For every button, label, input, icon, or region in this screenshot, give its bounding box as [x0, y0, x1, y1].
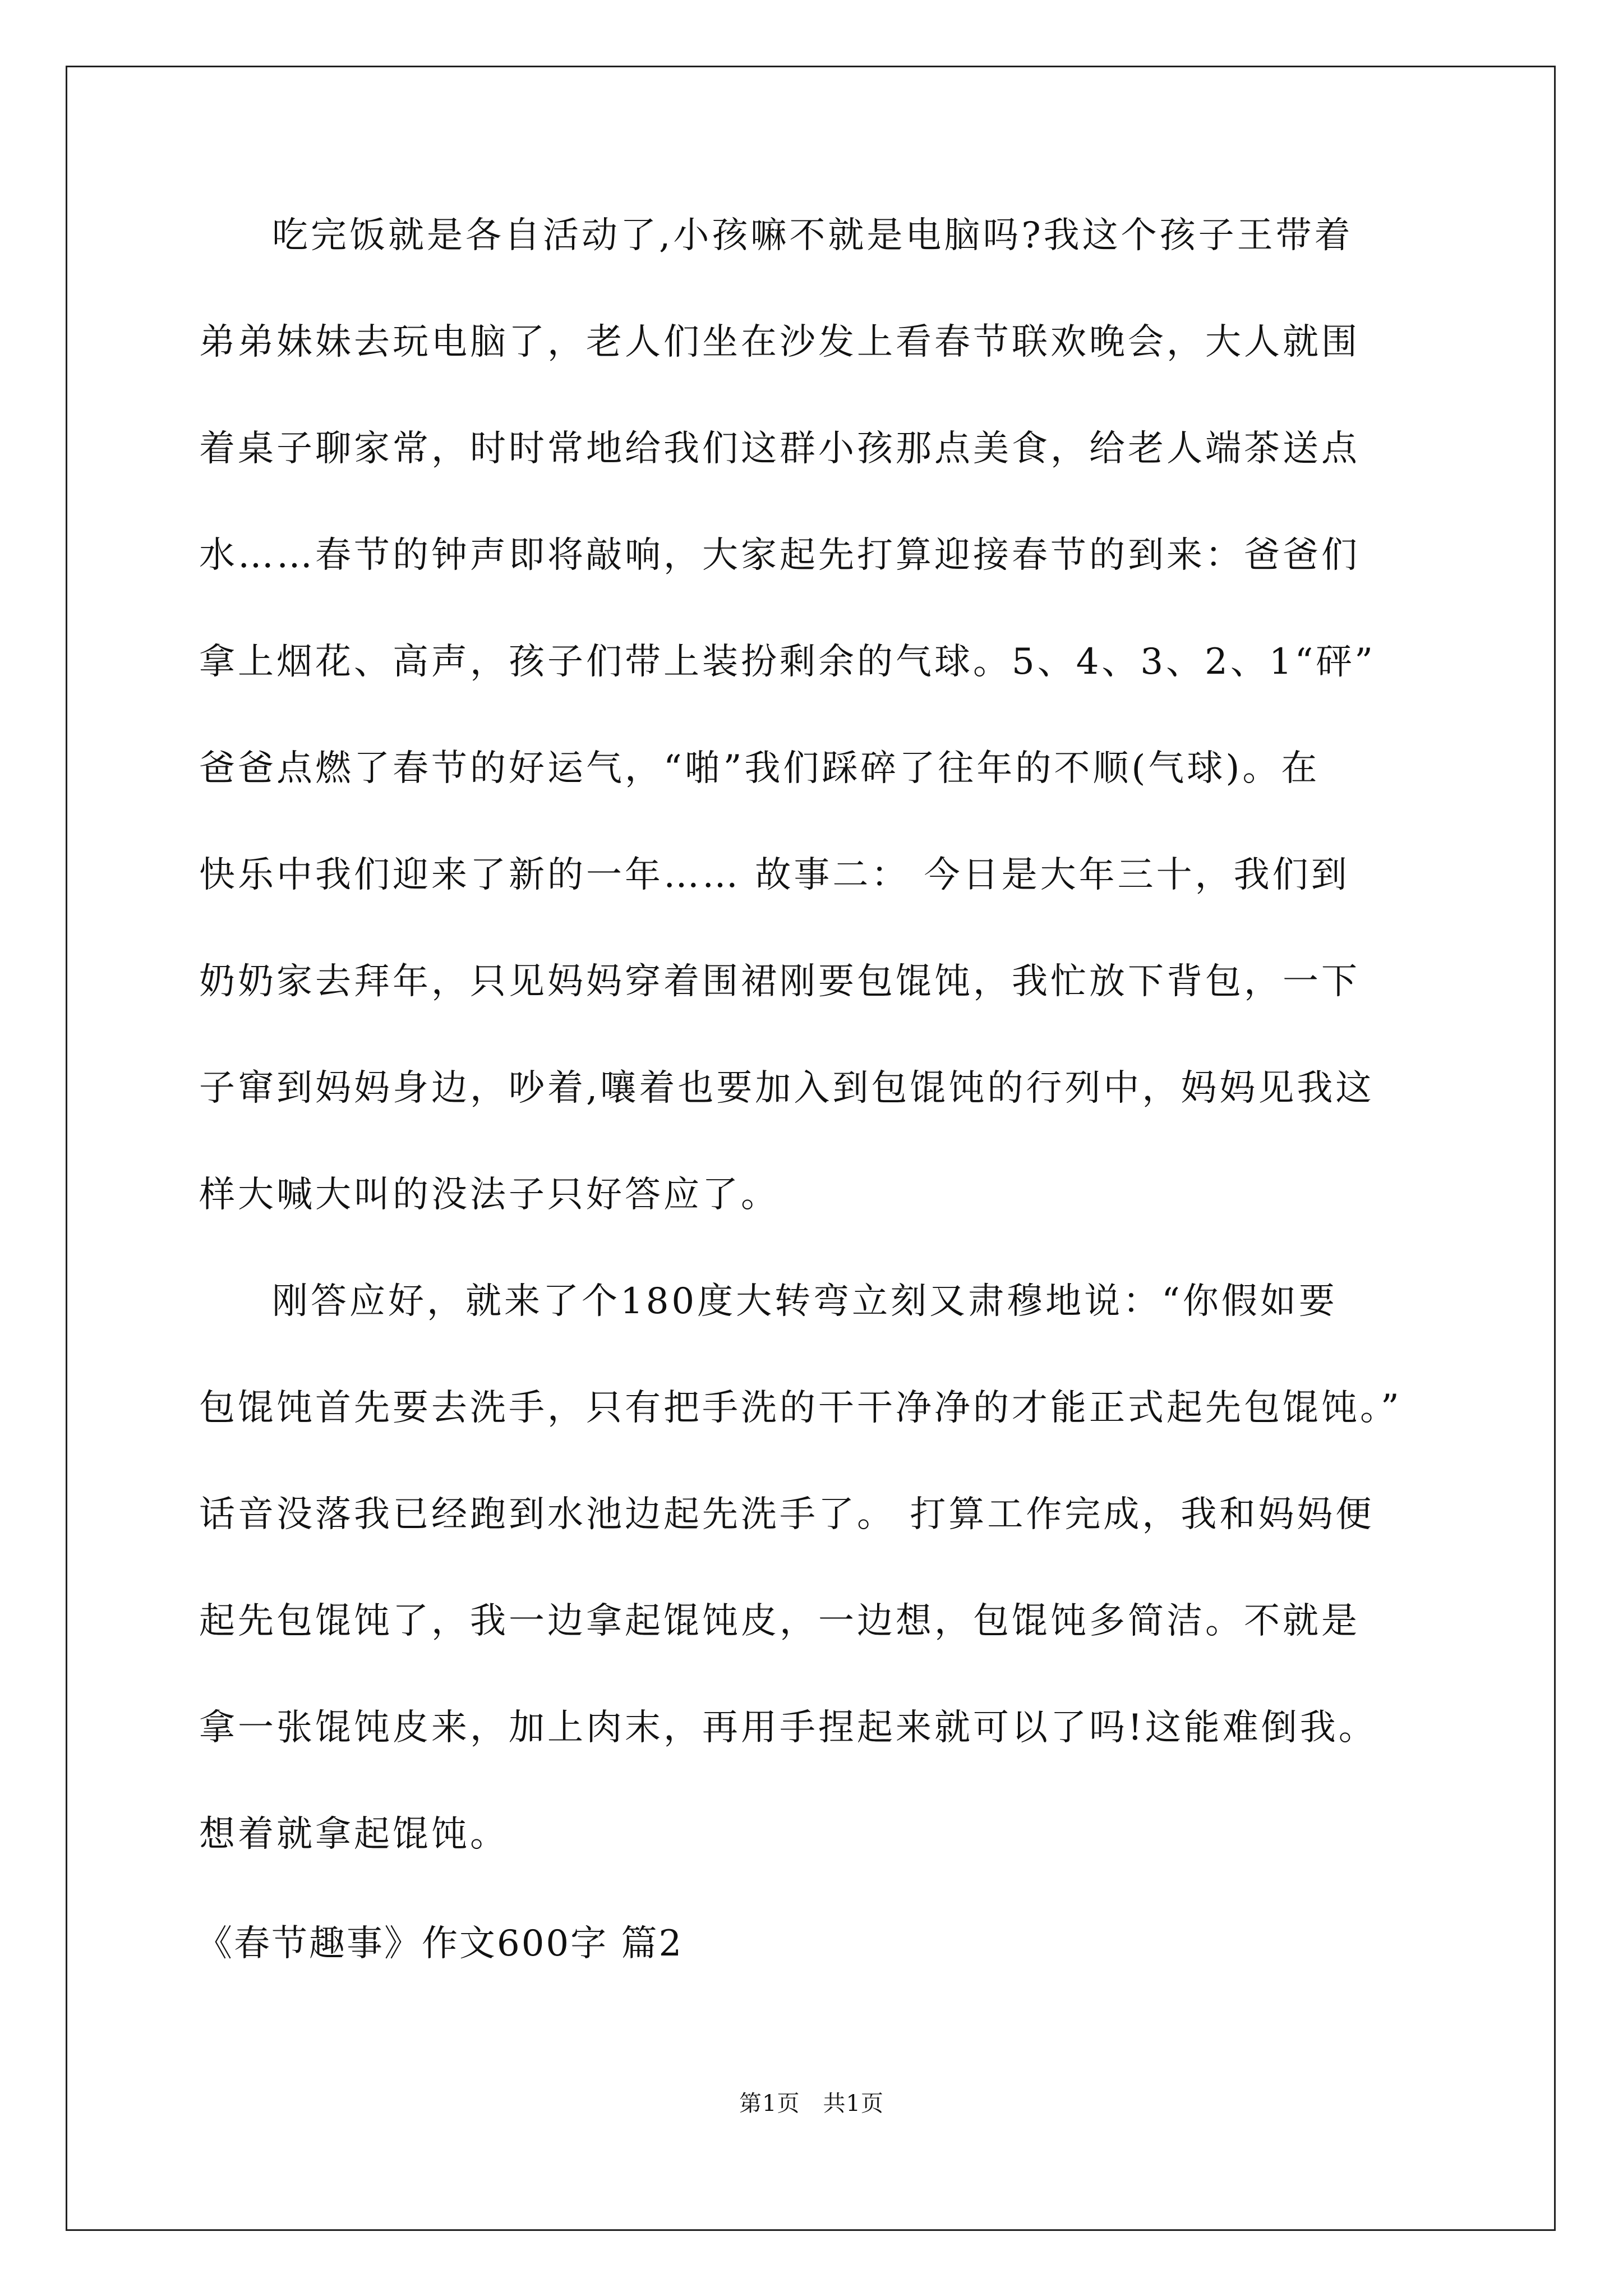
paragraph-1-line: 奶奶家去拜年，只见妈妈穿着围裙刚要包馄饨，我忙放下背包，一下	[199, 961, 1360, 1002]
paragraph-1-line: 快乐中我们迎来了新的一年…… 故事二： 今日是大年三十，我们到	[199, 854, 1350, 896]
paragraph-1-line: 子窜到妈妈身边，吵着,嚷着也要加入到包馄饨的行列中，妈妈见我这	[199, 1068, 1375, 1109]
paragraph-2-line: 刚答应好，就来了个180度大转弯立刻又肃穆地说：“你假如要	[272, 1281, 1338, 1322]
page-number: 第1页 共1页	[739, 2091, 884, 2116]
paragraph-2-line: 包馄饨首先要去洗手，只有把手洗的干干净净的才能正式起先包馄饨。”	[199, 1387, 1402, 1429]
paragraph-1-line: 爸爸点燃了春节的好运气，“啪”我们踩碎了往年的不顺(气球)。在	[199, 748, 1320, 789]
paragraph-2-line: 话音没落我已经跑到水池边起先洗手了。 打算工作完成，我和妈妈便	[199, 1494, 1375, 1535]
paragraph-1-line: 着桌子聊家常，时时常地给我们这群小孩那点美食，给老人端茶送点	[199, 428, 1360, 470]
paragraph-1-line: 样大喊大叫的没法子只好答应了。	[199, 1174, 780, 1216]
section-heading: 《春节趣事》作文600字 篇2	[196, 1923, 684, 1964]
paragraph-1-line: 吃完饭就是各自活动了,小孩嘛不就是电脑吗?我这个孩子王带着	[272, 215, 1353, 256]
paragraph-2-line: 拿一张馄饨皮来，加上肉末，再用手捏起来就可以了吗!这能难倒我。	[199, 1707, 1377, 1749]
page-border	[66, 66, 1556, 2231]
paragraph-1-line: 水……春节的钟声即将敲响，大家起先打算迎接春节的到来：爸爸们	[199, 535, 1360, 576]
paragraph-2-line: 起先包馄饨了，我一边拿起馄饨皮，一边想，包馄饨多简洁。不就是	[199, 1600, 1360, 1642]
paragraph-1-line: 弟弟妹妹去玩电脑了，老人们坐在沙发上看春节联欢晚会，大人就围	[199, 321, 1360, 363]
paragraph-1-line: 拿上烟花、高声，孩子们带上装扮剩余的气球。5、4、3、2、1“砰”	[199, 641, 1376, 683]
paragraph-2-line: 想着就拿起馄饨。	[199, 1814, 509, 1855]
